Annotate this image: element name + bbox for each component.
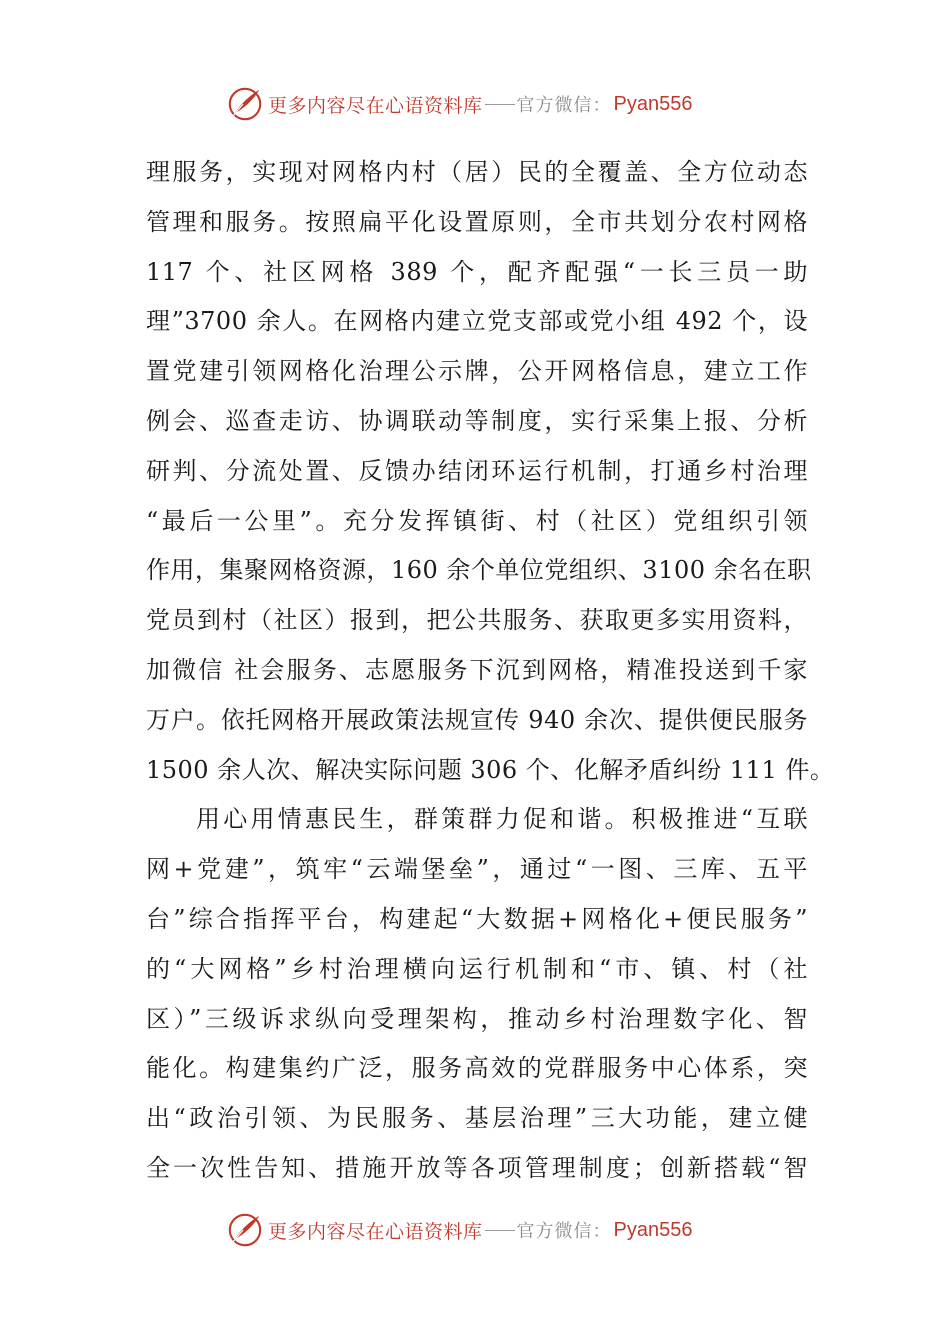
- wechat-id: Pyan556: [613, 92, 693, 115]
- text-line: 加微信 社会服务、志愿服务下沉到网格，精准投送到千家: [146, 655, 808, 684]
- text-line: 作用，集聚网格资源，160 余个单位党组织、3100 余名在职: [146, 556, 812, 585]
- text-line: 万户。依托网格开展政策法规宣传 940 余次、提供便民服务: [146, 705, 808, 734]
- paragraph-end-line: 1500 余人次、解决实际问题 306 个、化解矛盾纠纷 111 件。: [146, 755, 835, 784]
- text-line: 区）”三级诉求纵向受理架构，推动乡村治理数字化、智: [146, 1004, 808, 1033]
- text-line: 党员到村（社区）报到，把公共服务、获取更多实用资料，: [146, 606, 808, 635]
- text-line: “最后一公里”。充分发挥镇街、村（社区）党组织引领: [146, 506, 808, 535]
- text-line: 117 个、社区网格 389 个，配齐配强“一长三员一助: [146, 257, 808, 286]
- text-line: 出“政治引领、为民服务、基层治理”三大功能，建立健: [146, 1104, 808, 1133]
- text-line: 全一次性告知、措施开放等各项管理制度；创新搭载“智: [146, 1153, 808, 1182]
- text-line: 台”综合指挥平台，构建起“大数据+网格化+便民服务”: [146, 904, 808, 933]
- text-line: 理服务，实现对网格内村（居）民的全覆盖、全方位动态: [146, 158, 808, 186]
- brand-text: 更多内容尽在心语资料库: [268, 1220, 483, 1243]
- header-watermark-banner: [226, 82, 692, 126]
- text-line: 网+党建”，筑牢“云端堡垒”，通过“一图、三库、五平: [146, 855, 808, 884]
- wechat-id: Pyan556: [613, 1218, 693, 1241]
- footer-watermark-banner: [226, 1208, 692, 1252]
- text-line: 例会、巡查走访、协调联动等制度，实行采集上报、分析: [146, 406, 808, 435]
- text-line: 管理和服务。按照扁平化设置原则，全市共划分农村网格: [146, 207, 808, 236]
- quill-pen-logo-icon: [226, 1211, 264, 1249]
- wechat-label: 官方微信：: [516, 95, 612, 116]
- text-line: 置党建引领网格化治理公示牌，公开网格信息，建立工作: [146, 357, 808, 386]
- document-body: [146, 148, 835, 1194]
- text-line: 能化。构建集约广泛，服务高效的党群服务中心体系，突: [146, 1054, 808, 1083]
- text-line: 研判、分流处置、反馈办结闭环运行机制，打通乡村治理: [146, 456, 808, 485]
- quill-pen-logo-icon: [226, 85, 264, 123]
- paragraph-start-line: 用心用情惠民生，群策群力促和谐。积极推进“互联: [196, 805, 808, 834]
- brand-text: 更多内容尽在心语资料库: [268, 94, 483, 117]
- divider-dash: [485, 104, 515, 105]
- text-line: 的“大网格”乡村治理横向运行机制和“市、镇、村（社: [146, 954, 808, 983]
- divider-dash: [485, 1230, 515, 1231]
- wechat-label: 官方微信：: [516, 1221, 612, 1242]
- text-line: 理”3700 余人。在网格内建立党支部或党小组 492 个，设: [146, 307, 808, 336]
